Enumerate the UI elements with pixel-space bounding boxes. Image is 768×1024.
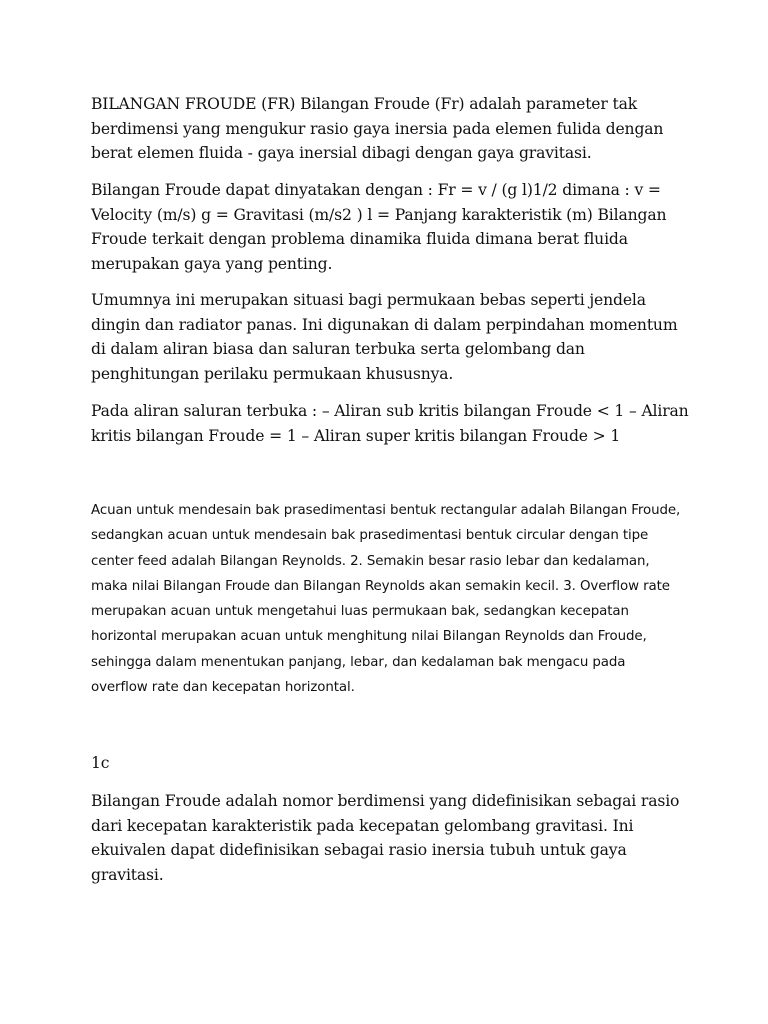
paragraph-froude-formula: Bilangan Froude dapat dinyatakan dengan : Fr = v / (g l)1/2 dimana : v = Velocity (m/s) g = Gravitasi (m/s2 ) l = Panjang karakteristik (m) Bilangan Froude terkait dengan problema dinamika fluida dimana berat fluida merupakan gaya yang penting.	[91, 181, 667, 273]
paragraph-sedimentation-design: Acuan untuk mendesain bak prasedimentasi bentuk rectangular adalah Bilangan Froude, sedangkan acuan untuk mendesain bak prasedimentasi bentuk circular dengan tipe center feed adalah Bilangan Reynolds. 2. Semakin besar rasio lebar dan kedalaman, maka nilai Bilangan Froude dan Bilangan Reynolds akan semakin kecil. 3. Overflow rate merupakan acuan untuk mengetahui luas permukaan bak, sedangkan kecepatan horizontal merupakan acuan untuk menghitung nilai Bilangan Reynolds dan Froude, sehingga dalam menentukan panjang, lebar, dan kedalaman bak mengacu pada overflow rate dan kecepatan horizontal.	[91, 503, 681, 696]
paragraph-froude-alt-definition: Bilangan Froude adalah nomor berdimensi yang didefinisikan sebagai rasio dari kecepatan karakteristik pada kecepatan gelombang gravitasi. Ini ekuivalen dapat didefinisikan sebagai rasio inersia tubuh untuk gaya gravitasi.	[91, 792, 680, 884]
paragraph-froude-applications: Umumnya ini merupakan situasi bagi permukaan bebas seperti jendela dingin dan radiator panas. Ini digunakan di dalam perpindahan momentum di dalam aliran biasa dan saluran terbuka serta gelombang dan penghitungan perilaku permukaan khususnya.	[91, 291, 678, 383]
section-label: 1c	[91, 754, 110, 772]
paragraph-flow-regimes: Pada aliran saluran terbuka : – Aliran sub kritis bilangan Froude < 1 – Aliran kritis bilangan Froude = 1 – Aliran super kritis bilangan Froude > 1	[91, 402, 689, 445]
paragraph-froude-definition: BILANGAN FROUDE (FR) Bilangan Froude (Fr) adalah parameter tak berdimensi yang mengukur rasio gaya inersia pada elemen fulida dengan berat elemen fluida - gaya inersial dibagi dengan gaya gravitasi.	[91, 95, 664, 162]
